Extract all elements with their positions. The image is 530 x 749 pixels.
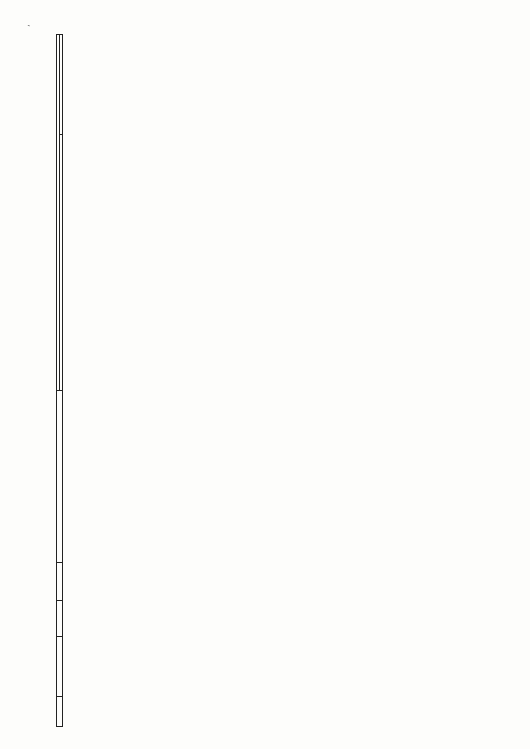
col-header-stt: [57, 697, 63, 727]
technical-spec-table: [56, 34, 63, 727]
col-header-dvt: [57, 601, 63, 637]
scan-mark: ,: [22, 24, 32, 27]
col-header-ten-chi-tieu: [60, 135, 63, 391]
col-header-ten-hang-hoa: [57, 637, 63, 697]
col-header-so-luong: [57, 563, 63, 601]
col-header-quy-cach: [57, 391, 63, 563]
col-header-muc-yeu-cau: [60, 35, 63, 135]
